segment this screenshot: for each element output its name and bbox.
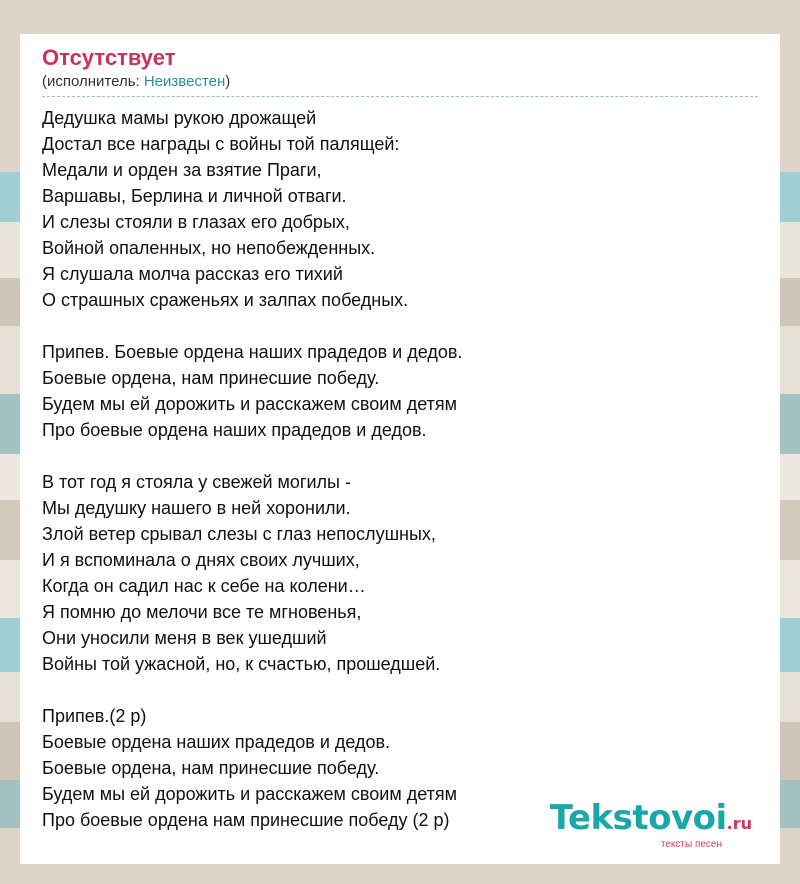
stanza-break bbox=[42, 313, 758, 339]
lyric-line: Они уносили меня в век ушедший bbox=[42, 628, 327, 648]
lyric-line: Войной опаленных, но непобежденных. bbox=[42, 238, 376, 258]
lyric-line: В тот год я стояла у свежей могилы - bbox=[42, 472, 351, 492]
lyric-line: О страшных сраженьях и залпах победных. bbox=[42, 290, 409, 310]
lyric-line: Будем мы ей дорожить и расскажем своим детям bbox=[42, 784, 458, 804]
logo-tld: .ru bbox=[726, 814, 752, 833]
lyric-line: Войны той ужасной, но, к счастью, прошедшей. bbox=[42, 654, 441, 674]
song-title: Отсутствует bbox=[42, 45, 176, 70]
lyric-line: Боевые ордена наших прадедов и дедов. bbox=[42, 732, 391, 752]
lyric-line: Будем мы ей дорожить и расскажем своим детям bbox=[42, 394, 458, 414]
lyric-line: Когда он садил нас к себе на колени… bbox=[42, 576, 366, 596]
logo-wordmark bbox=[550, 800, 752, 842]
lyric-line: Боевые ордена, нам принесшие победу. bbox=[42, 368, 380, 388]
lyric-line: Я помню до мелочи все те мгновенья, bbox=[42, 602, 362, 622]
stanza-break bbox=[42, 677, 758, 703]
performer-prefix: (исполнитель: bbox=[42, 73, 144, 90]
artist-link[interactable]: Неизвестен bbox=[143, 73, 226, 90]
logo-name: Tekstovoi bbox=[549, 798, 727, 838]
lyric-line: Боевые ордена, нам принесшие победу. bbox=[42, 758, 380, 778]
lyric-line: Про боевые ордена наших прадедов и дедов. bbox=[42, 420, 427, 440]
lyric-line: Варшавы, Берлина и личной отваги. bbox=[42, 186, 347, 206]
lyric-line: Злой ветер срывал слезы с глаз непослушных, bbox=[42, 524, 436, 544]
lyric-line: И я вспоминала о днях своих лучших, bbox=[42, 550, 360, 570]
lyric-line: Я слушала молча рассказ его тихий bbox=[42, 264, 343, 284]
lyric-line: Припев.(2 р) bbox=[42, 706, 147, 726]
lyric-line: Медали и орден за взятие Праги, bbox=[42, 160, 322, 180]
performer-suffix: ) bbox=[225, 73, 231, 90]
performer-line bbox=[42, 72, 758, 97]
lyric-line: Дедушка мамы рукою дрожащей bbox=[42, 108, 317, 128]
lyric-line: Припев. Боевые ордена наших прадедов и дедов. bbox=[42, 342, 463, 362]
stanza-break bbox=[42, 443, 758, 469]
lyrics-card bbox=[20, 34, 780, 864]
lyrics-text bbox=[42, 105, 758, 833]
lyric-line: И слезы стояли в глазах его добрых, bbox=[42, 212, 350, 232]
site-logo[interactable] bbox=[550, 800, 752, 850]
lyric-line: Достал все награды с войны той палящей: bbox=[42, 134, 400, 154]
logo-tagline: тексты песен bbox=[660, 839, 722, 850]
lyric-line: Про боевые ордена нам принесшие победу (2 р) bbox=[42, 810, 450, 830]
lyric-line: Мы дедушку нашего в ней хоронили. bbox=[42, 498, 351, 518]
